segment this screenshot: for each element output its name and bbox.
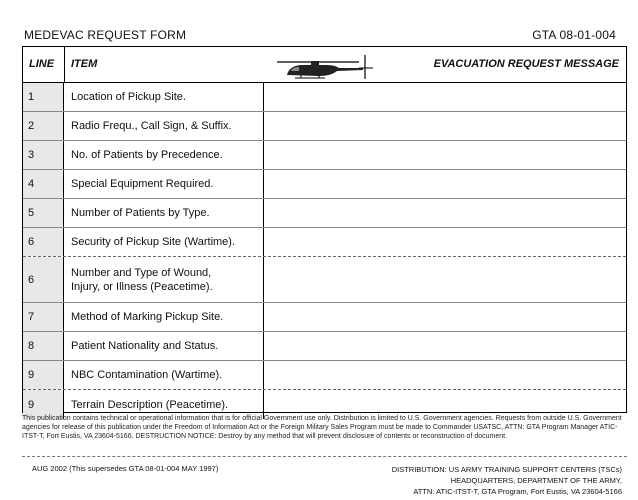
table-row [23,112,626,141]
footer-distribution-line: HEADQUARTERS, DEPARTMENT OF THE ARMY, [450,476,622,485]
item-description: Number and Type of Wound, Injury, or Illness (Peacetime). [64,257,264,302]
item-description: Radio Frequ., Call Sign, & Suffix. [64,112,264,140]
table-row [23,199,626,228]
medevac-form-table [22,46,627,413]
form-title: MEDEVAC REQUEST FORM [24,28,187,42]
table-header [23,47,626,83]
column-header-message: EVACUATION REQUEST MESSAGE [433,58,619,70]
footer-distribution [392,464,622,497]
evacuation-message-field[interactable] [264,303,626,331]
column-header-item: ITEM [71,58,98,70]
footer-separator [22,456,627,457]
header-divider [64,47,65,83]
evacuation-message-field[interactable] [264,332,626,360]
line-number: 9 [23,390,64,419]
item-description: Method of Marking Pickup Site. [64,303,264,331]
form-number: GTA 08-01-004 [532,28,616,42]
line-number: 6 [23,257,64,302]
disclaimer-text: This publication contains technical or operational information that is for official Government use only. Distribution is limited to U.S. Government agencies. Requests from outside U.S. Government agencies for release of this publication under the Freedom of Information Act or the Foreign Military Sales Program must be made to Commander USATSC, ATTN: GTA Program Manager ATIC-ITST-T, Fort Eustis, VA 23604-5166. DESTRUCTION NOTICE: Destroy by any method that will prevent disclosure of contents or reconstruction of document. [22,415,622,440]
line-number: 5 [23,199,64,227]
item-description: NBC Contamination (Wartime). [64,361,264,389]
line-number: 4 [23,170,64,198]
table-row [23,228,626,257]
evacuation-message-field[interactable] [264,83,626,111]
line-number: 9 [23,361,64,389]
table-row [23,83,626,112]
item-description: Number of Patients by Type. [64,199,264,227]
item-description: No. of Patients by Precedence. [64,141,264,169]
evacuation-message-field[interactable] [264,170,626,198]
evacuation-message-field[interactable] [264,141,626,169]
footer-distribution-line: DISTRIBUTION: US ARMY TRAINING SUPPORT CENTERS (TSCs) [391,465,622,474]
column-header-line: LINE [29,58,55,70]
table-row [23,257,626,303]
table-row [23,303,626,332]
table-row [23,332,626,361]
line-number: 3 [23,141,64,169]
line-number: 8 [23,332,64,360]
line-number: 7 [23,303,64,331]
item-description: Special Equipment Required. [64,170,264,198]
helicopter-icon [275,55,375,84]
form-rows [23,83,626,419]
evacuation-message-field[interactable] [264,228,626,256]
evacuation-message-field[interactable] [264,112,626,140]
line-number: 1 [23,83,64,111]
table-row [23,141,626,170]
table-row [23,361,626,390]
footer-date: AUG 2002 (This supersedes GTA 08-01-004 MAY 1997) [32,464,219,473]
item-description: Terrain Description (Peacetime). [64,390,264,419]
line-number: 2 [23,112,64,140]
evacuation-message-field[interactable] [264,199,626,227]
footer-distribution-line: ATTN: ATIC-ITST-T, GTA Program, Fort Eustis, VA 23604-5166 [413,487,622,496]
item-description: Location of Pickup Site. [64,83,264,111]
item-description: Security of Pickup Site (Wartime). [64,228,264,256]
evacuation-message-field[interactable] [264,361,626,389]
line-number: 6 [23,228,64,256]
item-description: Patient Nationality and Status. [64,332,264,360]
evacuation-message-field[interactable] [264,257,626,302]
table-row [23,170,626,199]
